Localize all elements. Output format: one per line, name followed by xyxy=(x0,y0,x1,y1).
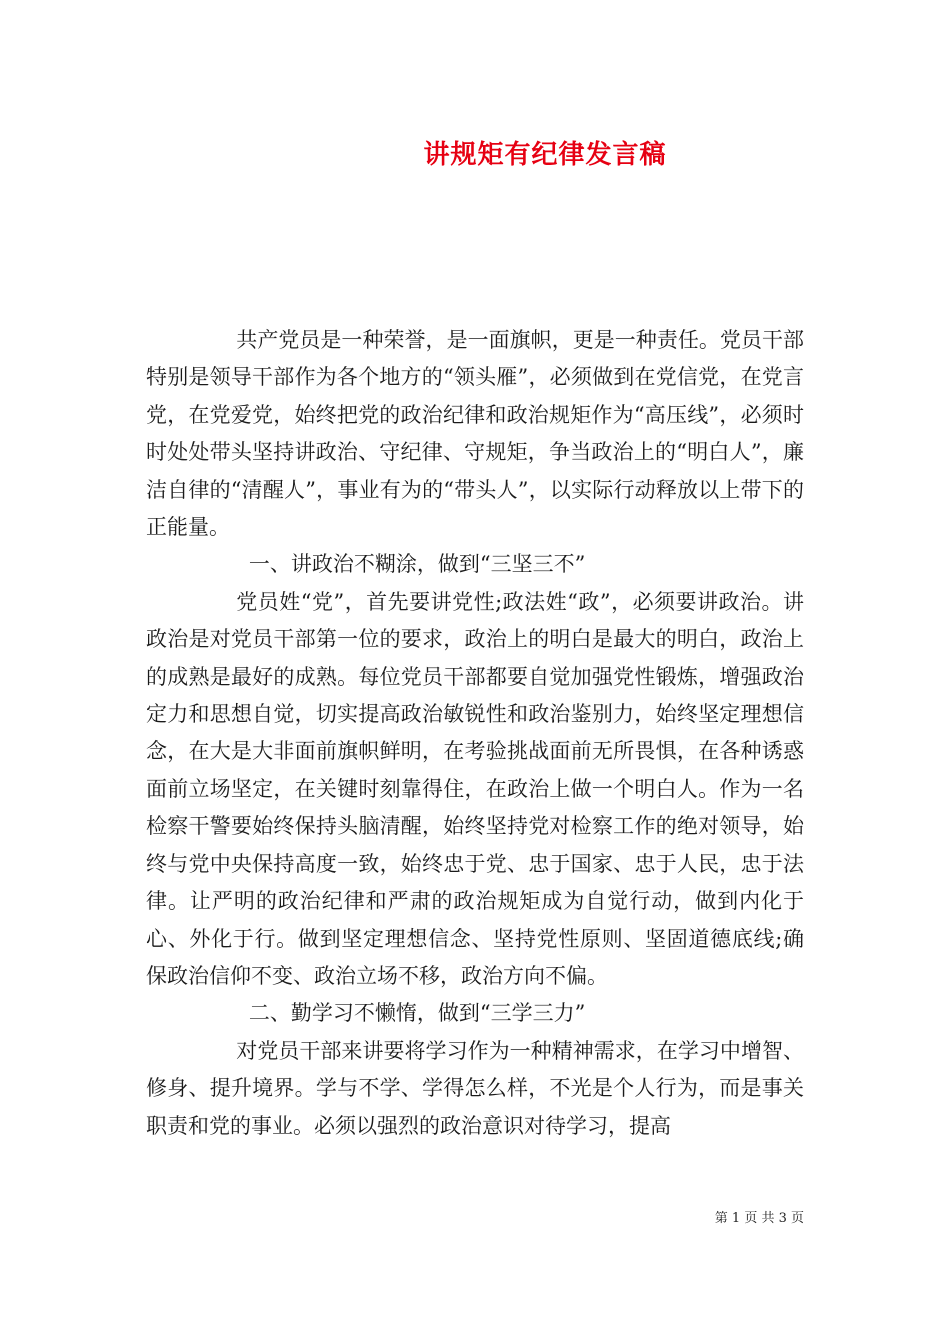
document-body xyxy=(146,322,804,1145)
paragraph-section-1: 党员姓“党”，首先要讲党性;政法姓“政”，必须要讲政治。讲政治是对党员干部第一位的要求，政治上的明白是最大的明白，政治上的成熟是最好的成熟。每位党员干部都要自觉加强党性锻炼，增强政治定力和思想自觉，切实提高政治敏锐性和政治鉴别力，始终坚定理想信念，在大是大非面前旗帜鲜明，在考验挑战面前无所畏惧，在各种诱惑面前立场坚定，在关键时刻靠得住，在政治上做一个明白人。作为一名检察干警要始终保持头脑清醒，始终坚持党对检察工作的绝对领导，始终与党中央保持高度一致，始终忠于党、忠于国家、忠于人民，忠于法律。让严明的政治纪律和严肃的政治规矩成为自觉行动，做到内化于心、外化于行。做到坚定理想信念、坚持党性原则、坚固道德底线;确保政治信仰不变、政治立场不移，政治方向不偏。 xyxy=(146,589,804,988)
paragraph-intro: 共产党员是一种荣誉，是一面旗帜，更是一种责任。党员干部特别是领导干部作为各个地方的“领头雁”，必须做到在党信党，在党言党，在党爱党，始终把党的政治纪律和政治规矩作为“高压线”，必须时时处处带头坚持讲政治、守纪律、守规矩，争当政治上的“明白人”，廉洁自律的“清醒人”，事业有为的“带头人”，以实际行动释放以上带下的正能量。 xyxy=(146,328,804,540)
section-heading-2: 二、勤学习不懒惰，做到“三学三力” xyxy=(248,1001,586,1026)
paragraph-section-2: 对党员干部来讲要将学习作为一种精神需求，在学习中增智、修身、提升境界。学与不学、学得怎么样，不光是个人行为，而是事关职责和党的事业。必须以强烈的政治意识对待学习，提高 xyxy=(146,1038,804,1138)
document-title: 讲规矩有纪律发言稿 xyxy=(423,140,667,170)
page-number-footer: 第 1 页 共 3 页 xyxy=(714,1211,804,1226)
section-heading-1: 一、讲政治不糊涂，做到“三坚三不” xyxy=(248,552,586,577)
